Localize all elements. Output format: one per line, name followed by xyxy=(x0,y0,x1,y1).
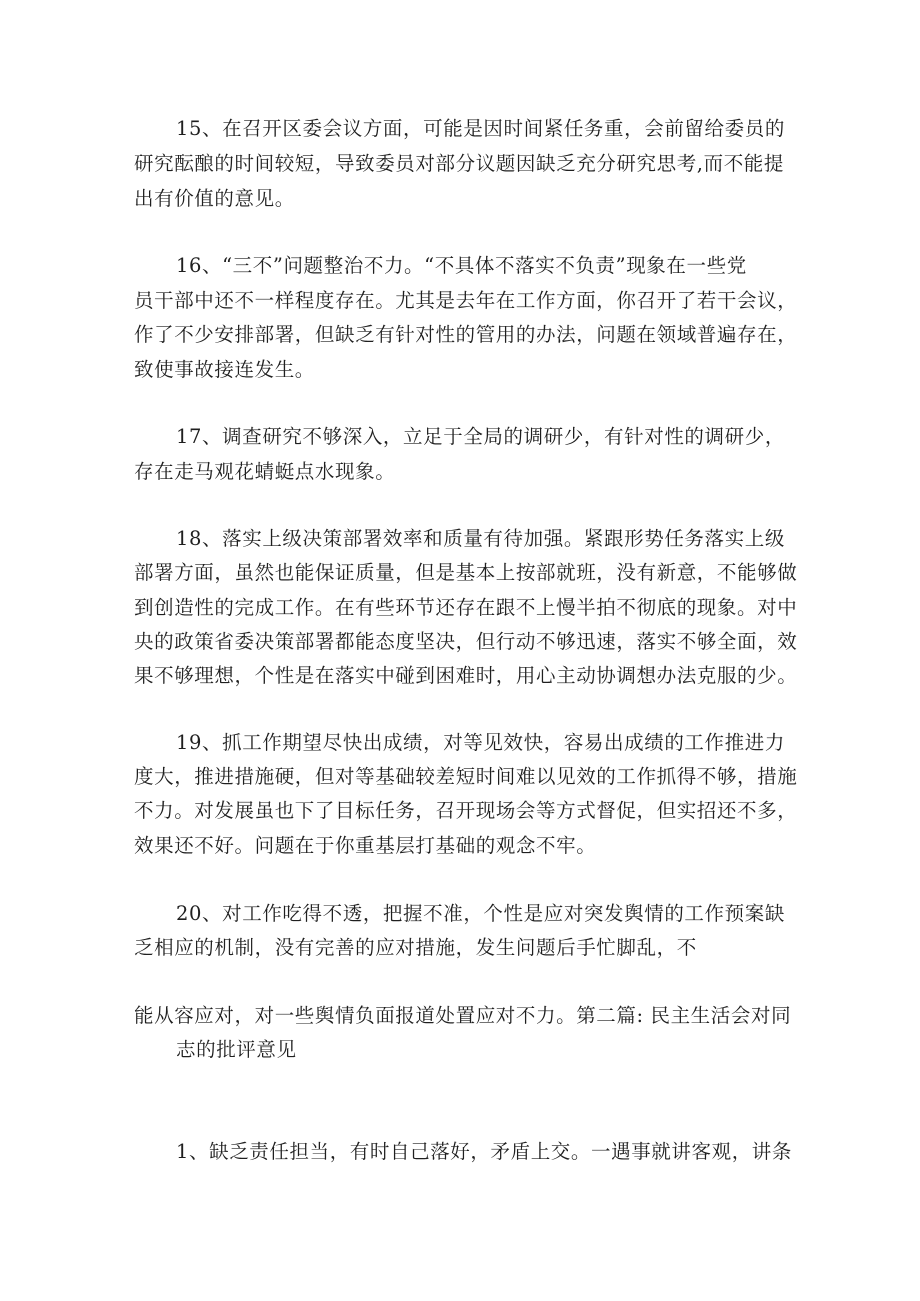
section-heading-continuation: 志的批评意见 xyxy=(176,1038,297,1061)
paragraph-17-line-1: 17、调查研究不够深入，立足于全局的调研少，有针对性的调研少， xyxy=(176,425,785,448)
paragraph-18-line-3: 到创造性的完成工作。在有些环节还存在跟不上慢半拍不彻底的现象。对中 xyxy=(134,596,798,619)
paragraph-15-line-2: 研究酝酿的时间较短，导致委员对部分议题因缺乏充分研究思考,而不能提 xyxy=(134,152,784,175)
paragraph-15-line-3: 出有价值的意见。 xyxy=(134,187,295,210)
paragraph-19-line-3: 不力。对发展虽也下了目标任务，召开现场会等方式督促，但实招还不多， xyxy=(134,799,798,822)
paragraph-16-line-2: 员干部中还不一样程度存在。尤其是去年在工作方面，你召开了若干会议， xyxy=(134,289,798,312)
paragraph-16-line-4: 致使事故接连发生。 xyxy=(134,358,315,381)
paragraph-19-line-4: 效果还不好。问题在于你重基层打基础的观念不牢。 xyxy=(134,834,597,857)
paragraph-17-line-2: 存在走马观花蜻蜓点水现象。 xyxy=(134,460,396,483)
paragraph-19-line-1: 19、抓工作期望尽快出成绩，对等见效快，容易出成绩的工作推进力 xyxy=(176,731,785,754)
paragraph-18-line-4: 央的政策省委决策部署都能态度坚决，但行动不够迅速，落实不够全面，效 xyxy=(134,630,798,653)
paragraph-16-line-1: 16、“三不”问题整治不力。“不具体不落实不负责”现象在一些党 xyxy=(176,254,747,277)
paragraph-item-1-line-1: 1、缺乏责任担当，有时自己落好，矛盾上交。一遇事就讲客观，讲条 xyxy=(176,1140,793,1163)
paragraph-20-line-2: 乏相应的机制，没有完善的应对措施，发生问题后手忙脚乱，不 xyxy=(134,936,697,959)
paragraph-20-line-3: 能从容应对，对一些舆情负面报道处置应对不力。第二篇: 民主生活会对同 xyxy=(134,1004,792,1027)
paragraph-19-line-2: 度大，推进措施硬，但对等基础较差短时间难以见效的工作抓得不够，措施 xyxy=(134,765,798,788)
paragraph-15-line-1: 15、在召开区委会议方面，可能是因时间紧任务重，会前留给委员的 xyxy=(176,117,785,140)
paragraph-16-line-3: 作了不少安排部署，但缺乏有针对性的管用的办法，问题在领域普遍存在， xyxy=(134,323,798,346)
paragraph-18-line-2: 部署方面，虽然也能保证质量，但是基本上按部就班，没有新意，不能够做 xyxy=(134,561,798,584)
paragraph-18-line-5: 果不够理想，个性是在落实中碰到困难时，用心主动协调想办法克服的少。 xyxy=(134,664,798,687)
paragraph-20-line-1: 20、对工作吃得不透，把握不准，个性是应对突发舆情的工作预案缺 xyxy=(176,902,785,925)
paragraph-18-line-1: 18、落实上级决策部署效率和质量有待加强。紧跟形势任务落实上级 xyxy=(176,527,785,550)
